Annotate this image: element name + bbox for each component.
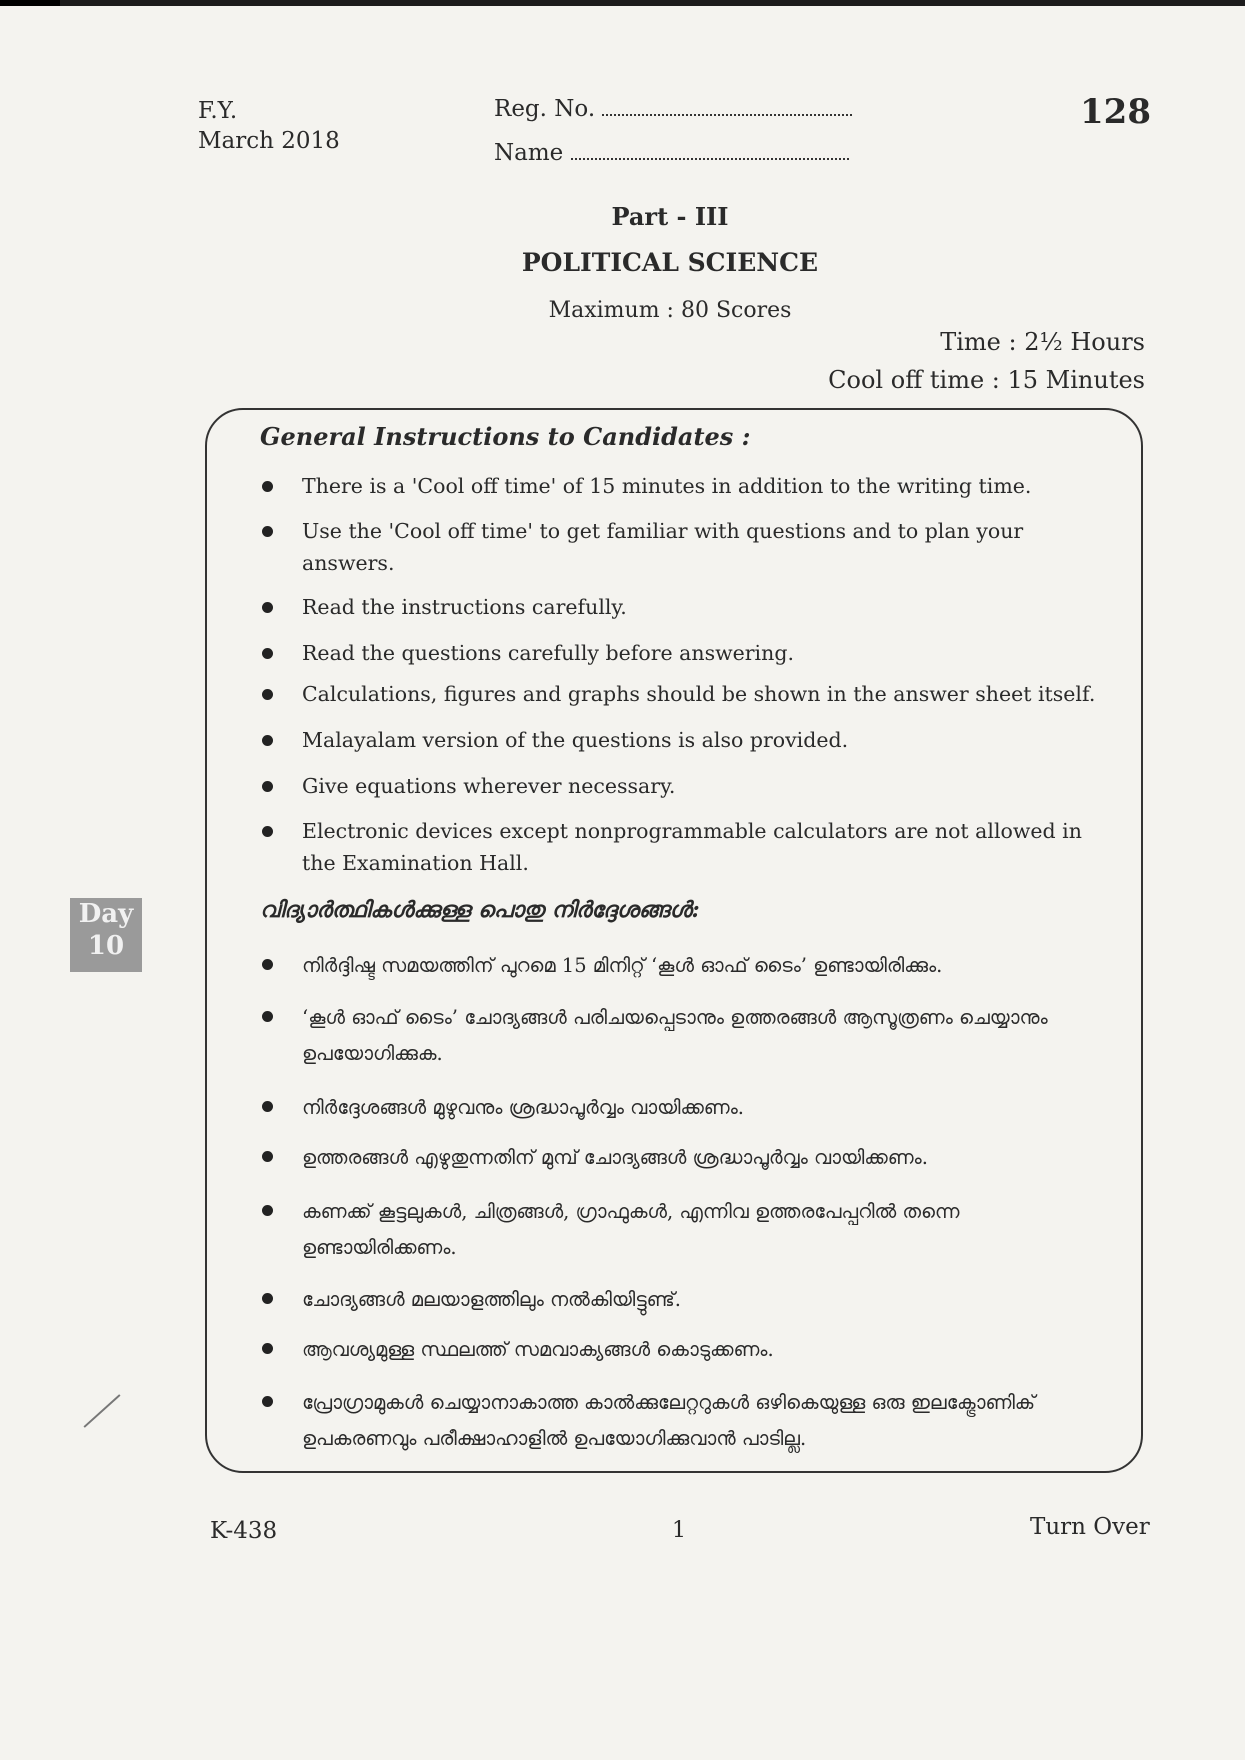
instruction-item: Electronic devices except nonprogrammable calculators are not allowed in the Examination Hall. <box>262 815 1120 879</box>
instruction-item: Read the questions carefully before answering. <box>262 637 1120 669</box>
part-heading: Part - III <box>611 202 729 231</box>
scan-corner-edge <box>0 0 60 6</box>
scan-top-edge <box>0 0 1245 6</box>
bullet-icon <box>262 1205 273 1216</box>
name-label: Name <box>494 140 564 166</box>
bullet-icon <box>262 1011 273 1022</box>
bullet-icon <box>262 735 273 746</box>
stream-label: F.Y. <box>198 98 238 124</box>
bullet-icon <box>262 648 273 659</box>
cool-off-time: Cool off time : 15 Minutes <box>828 366 1145 394</box>
malayalam-instruction-item: ചോദ്യങ്ങൾ മലയാളത്തിലും നൽകിയിട്ടുണ്ട്. <box>262 1282 1120 1318</box>
reg-no-field <box>494 96 852 122</box>
bullet-icon <box>262 781 273 792</box>
bullet-icon <box>262 689 273 700</box>
day-tab-line1: Day <box>78 899 134 929</box>
subject-title: POLITICAL SCIENCE <box>521 248 819 277</box>
day-side-tab <box>70 898 142 972</box>
time-allowed: Time : 2½ Hours <box>940 328 1145 356</box>
instruction-item: Calculations, figures and graphs should be shown in the answer sheet itself. <box>262 678 1120 710</box>
instruction-item: Use the 'Cool off time' to get familiar with questions and to plan your answers. <box>262 515 1120 579</box>
footer-paper-code: K-438 <box>210 1518 278 1544</box>
instruction-item: Give equations wherever necessary. <box>262 770 1120 802</box>
instruction-item: Read the instructions carefully. <box>262 591 1120 623</box>
instruction-item: Malayalam version of the questions is also provided. <box>262 724 1120 756</box>
malayalam-instruction-item: ഉത്തരങ്ങൾ എഴുതുന്നതിന് മുമ്പ് ചോദ്യങ്ങൾ ശ്രദ്ധാപൂർവ്വം വായിക്കണം. <box>262 1140 1120 1176</box>
malayalam-instruction-item: നിർദ്ദിഷ്ട സമയത്തിന് പുറമെ 15 മിനിറ്റ് ‘കൂൾ ഓഫ് ടൈം’ ഉണ്ടായിരിക്കും. <box>262 948 1120 984</box>
malayalam-instructions-title: വിദ്യാർത്ഥികൾക്കുള്ള പൊതു നിർദ്ദേശങ്ങൾ: <box>260 897 700 923</box>
day-tab-line2: 10 <box>87 931 125 961</box>
page-number: 1 <box>672 1518 686 1543</box>
malayalam-instruction-item: നിർദ്ദേശങ്ങൾ മുഴുവനും ശ്രദ്ധാപൂർവ്വം വായിക്കണം. <box>262 1090 1120 1126</box>
bullet-icon <box>262 526 273 537</box>
bullet-icon <box>262 959 273 970</box>
bullet-icon <box>262 1396 273 1407</box>
exam-month: March 2018 <box>198 128 340 154</box>
bullet-icon <box>262 481 273 492</box>
bullet-icon <box>262 1151 273 1162</box>
english-instructions-title: General Instructions to Candidates : <box>260 422 751 451</box>
bullet-icon <box>262 602 273 613</box>
paper-code: 128 <box>1080 92 1151 132</box>
reg-no-label: Reg. No. <box>494 96 596 122</box>
bullet-icon <box>262 1101 273 1112</box>
maximum-score: Maximum : 80 Scores <box>548 298 792 323</box>
bullet-icon <box>262 826 273 837</box>
malayalam-instruction-item: പ്രോഗ്രാമുകൾ ചെയ്യാനാകാത്ത കാൽക്കുലേറ്ററുകൾ ഒഴികെയുള്ള ഒരു ഇലക്ട്രോണിക് ഉപകരണവും പരീക്ഷാഹാളിൽ ഉപയോഗിക്കുവാൻ പാടില്ല. <box>262 1385 1120 1457</box>
name-dotted-line <box>571 144 849 160</box>
malayalam-instruction-item: ‘കൂൾ ഓഫ് ടൈം’ ചോദ്യങ്ങൾ പരിചയപ്പെടാനും ഉത്തരങ്ങൾ ആസൂത്രണം ചെയ്യാനും ഉപയോഗിക്കുക. <box>262 1000 1120 1072</box>
malayalam-instruction-item: ആവശ്യമുള്ള സ്ഥലത്ത് സമവാക്യങ്ങൾ കൊടുക്കണം. <box>262 1332 1120 1368</box>
instruction-item: There is a 'Cool off time' of 15 minutes in addition to the writing time. <box>262 470 1120 502</box>
pen-stroke-mark <box>83 1394 120 1428</box>
turn-over-label: Turn Over <box>1030 1514 1150 1540</box>
name-field <box>494 140 849 166</box>
malayalam-instruction-item: കണക്ക് കൂട്ടലുകൾ, ചിത്രങ്ങൾ, ഗ്രാഫുകൾ, എന്നിവ ഉത്തരപേപ്പറിൽ തന്നെ ഉണ്ടായിരിക്കണം. <box>262 1194 1120 1266</box>
reg-no-dotted-line <box>602 100 852 116</box>
bullet-icon <box>262 1343 273 1354</box>
bullet-icon <box>262 1293 273 1304</box>
